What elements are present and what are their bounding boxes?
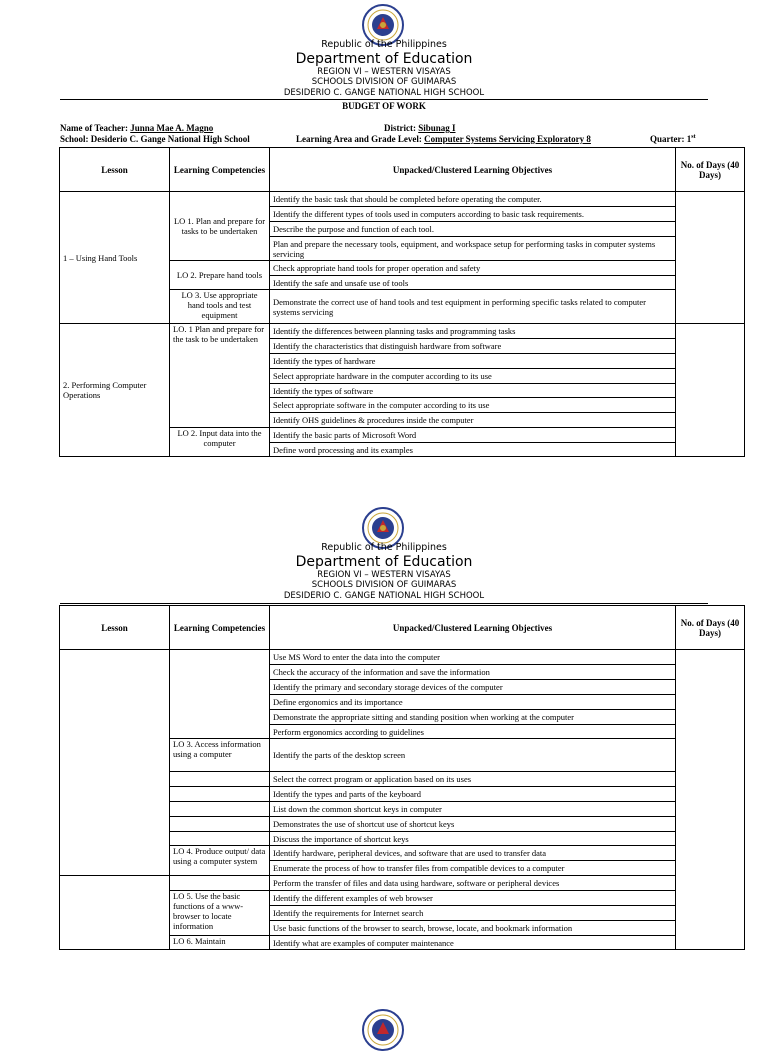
division-line: SCHOOLS DIVISION OF GUIMARAS (311, 77, 457, 87)
doc-title: BUDGET OF WORK (342, 101, 426, 111)
objective-cell: Use MS Word to enter the data into the computer (270, 650, 676, 665)
competency-cell (170, 817, 270, 832)
competency-cell (170, 772, 270, 787)
objective-cell: Discuss the importance of shortcut keys (270, 832, 676, 846)
objective-cell: Check the accuracy of the information and save the information (270, 665, 676, 680)
days-header: No. of Days (40 Days) (676, 606, 745, 650)
objective-cell: Select appropriate hardware in the computer according to its use (270, 369, 676, 384)
objective-cell: Identify hardware, peripheral devices, and software that are used to transfer data (270, 846, 676, 861)
objective-cell: Identify the types of hardware (270, 354, 676, 369)
competency-cell: LO 3. Access information using a computer (170, 739, 270, 772)
header-rule (60, 603, 708, 604)
area-info: Learning Area and Grade Level: Computer Systems Servicing Exploratory 8 (296, 134, 591, 144)
competency-cell (170, 832, 270, 846)
quarter-info: Quarter: 1st (650, 134, 696, 144)
header-rule (60, 99, 708, 100)
days-header: No. of Days (40 Days) (676, 148, 745, 192)
objective-cell: Identify the parts of the desktop screen (270, 739, 676, 772)
table-header-row (60, 148, 745, 192)
objective-cell: Demonstrate the correct use of hand tools and test equipment in performing specific tasks related to computer systems servicing (270, 290, 676, 324)
objectives-header: Unpacked/Clustered Learning Objectives (270, 606, 676, 650)
objective-cell: Identify the different examples of web browser (270, 891, 676, 906)
objective-cell: Identify the basic parts of Microsoft Word (270, 428, 676, 443)
table-header-row (60, 606, 745, 650)
competency-cell (170, 787, 270, 802)
objective-cell: Identify the different types of tools used in computers according to basic task requirements. (270, 207, 676, 222)
days-cell (676, 324, 745, 457)
competency-cell (170, 650, 270, 739)
objective-cell: Perform ergonomics according to guidelines (270, 725, 676, 739)
competency-cell: LO 3. Use appropriate hand tools and test equipment (170, 290, 270, 324)
seal-logo (361, 1008, 405, 1052)
lesson-header: Lesson (60, 148, 170, 192)
competency-cell (170, 802, 270, 817)
republic-line: Republic of the Philippines (321, 542, 447, 553)
objective-cell: Identify the types of software (270, 384, 676, 398)
table-row (60, 876, 745, 891)
school-line: DESIDERIO C. GANGE NATIONAL HIGH SCHOOL (283, 88, 485, 98)
lesson-header: Lesson (60, 606, 170, 650)
region-line: REGION VI – WESTERN VISAYAS (317, 67, 451, 77)
table-row (60, 324, 745, 339)
objective-cell: Identify the characteristics that distinguish hardware from software (270, 339, 676, 354)
objective-cell: Identify the safe and unsafe use of tools (270, 276, 676, 290)
lesson-cell (60, 650, 170, 876)
lesson-cell: 2. Performing Computer Operations (60, 324, 170, 457)
table-row (60, 650, 745, 665)
objective-cell: Demonstrates the use of shortcut use of shortcut keys (270, 817, 676, 832)
competency-cell: LO 6. Maintain (170, 936, 270, 950)
school-line: DESIDERIO C. GANGE NATIONAL HIGH SCHOOL (283, 591, 485, 601)
objective-cell: List down the common shortcut keys in computer (270, 802, 676, 817)
objective-cell: Identify what are examples of computer maintenance (270, 936, 676, 950)
objective-cell: Plan and prepare the necessary tools, equipment, and workspace setup for performing tasks in computer systems servicing (270, 237, 676, 261)
department-name: Department of Education (295, 51, 473, 67)
objective-cell: Define ergonomics and its importance (270, 695, 676, 710)
objective-cell: Identify the differences between planning tasks and programming tasks (270, 324, 676, 339)
budget-table-page2 (59, 605, 745, 950)
days-cell (676, 192, 745, 324)
lesson-cell: 1 – Using Hand Tools (60, 192, 170, 324)
objective-cell: Identify the types and parts of the keyboard (270, 787, 676, 802)
days-cell (676, 650, 745, 950)
objective-cell: Select appropriate software in the computer according to its use (270, 398, 676, 413)
objectives-header: Unpacked/Clustered Learning Objectives (270, 148, 676, 192)
competency-cell: LO 2. Prepare hand tools (170, 261, 270, 290)
competency-cell: LO 4. Produce output/ data using a computer system (170, 846, 270, 876)
objective-cell: Identify OHS guidelines & procedures inside the computer (270, 413, 676, 428)
objective-cell: Identify the primary and secondary storage devices of the computer (270, 680, 676, 695)
region-line: REGION VI – WESTERN VISAYAS (317, 570, 451, 580)
objective-cell: Select the correct program or application based on its uses (270, 772, 676, 787)
competency-cell: LO 1. Plan and prepare for tasks to be undertaken (170, 192, 270, 261)
republic-line: Republic of the Philippines (321, 39, 447, 50)
table-row (60, 192, 745, 207)
competency-cell (170, 876, 270, 891)
objective-cell: Identify the basic task that should be completed before operating the computer. (270, 192, 676, 207)
objective-cell: Check appropriate hand tools for proper operation and safety (270, 261, 676, 276)
competency-cell: LO 5. Use the basic functions of a www-browser to locate information (170, 891, 270, 936)
objective-cell: Identify the requirements for Internet search (270, 906, 676, 921)
objective-cell: Describe the purpose and function of each tool. (270, 222, 676, 237)
competency-cell: LO 2. Input data into the computer (170, 428, 270, 457)
division-line: SCHOOLS DIVISION OF GUIMARAS (311, 580, 457, 590)
school-info: School: Desiderio C. Gange National High School (60, 134, 250, 144)
budget-table-page1 (59, 147, 745, 457)
objective-cell: Demonstrate the appropriate sitting and standing position when working at the computer (270, 710, 676, 725)
department-name: Department of Education (295, 554, 473, 570)
teacher-info: Name of Teacher: Junna Mae A. Magno (60, 123, 214, 133)
objective-cell: Perform the transfer of files and data using hardware, software or peripheral devices (270, 876, 676, 891)
objective-cell: Use basic functions of the browser to search, browse, locate, and bookmark information (270, 921, 676, 936)
objective-cell: Define word processing and its examples (270, 443, 676, 457)
lesson-cell (60, 876, 170, 950)
competencies-header: Learning Competencies (170, 606, 270, 650)
competency-cell: LO. 1 Plan and prepare for the task to be undertaken (170, 324, 270, 428)
district-info: District: Sibunag I (384, 123, 456, 133)
objective-cell: Enumerate the process of how to transfer files from compatible devices to a computer (270, 861, 676, 876)
competencies-header: Learning Competencies (170, 148, 270, 192)
